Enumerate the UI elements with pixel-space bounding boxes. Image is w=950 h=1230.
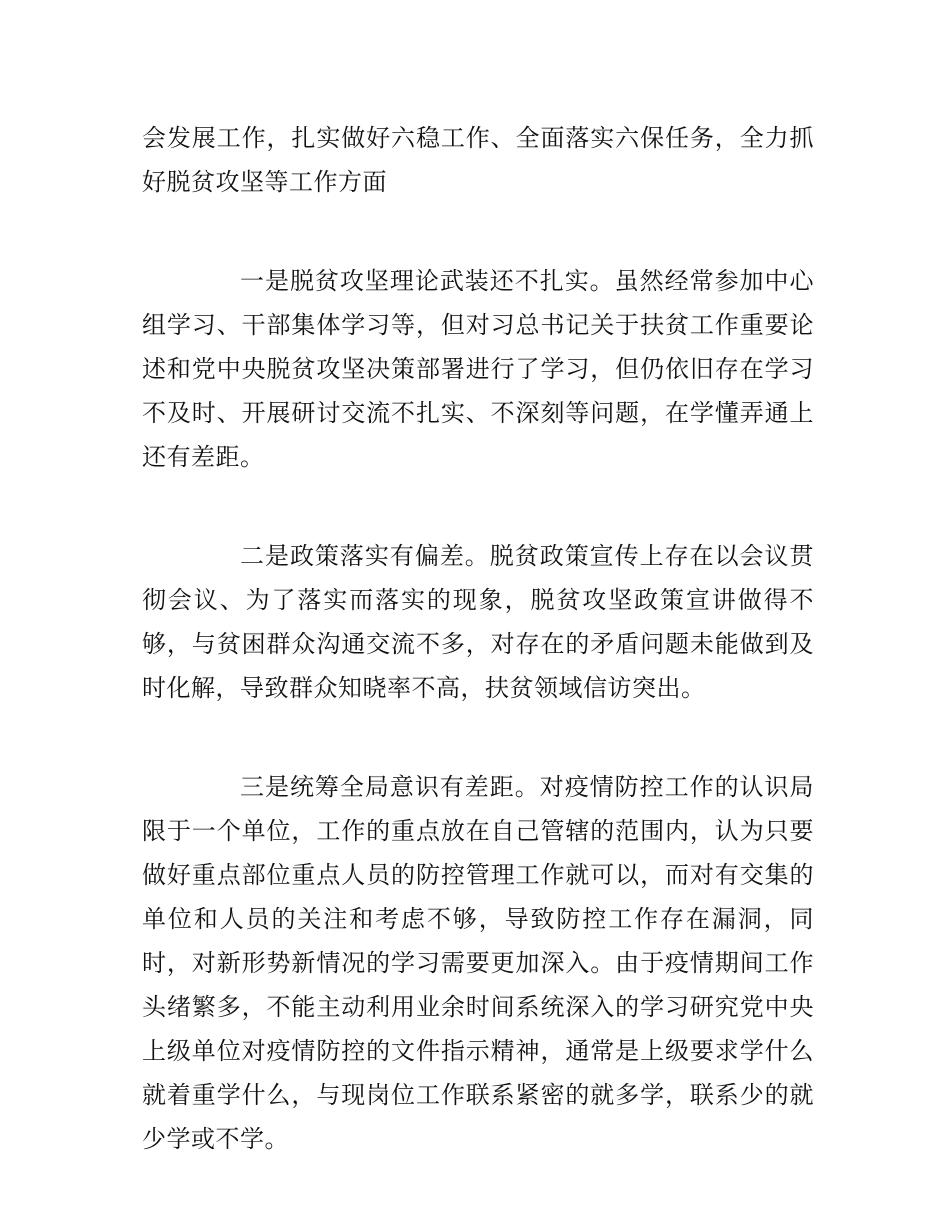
paragraph-point-one: 一是脱贫攻坚理论武装还不扎实。虽然经常参加中心组学习、干部集体学习等，但对习总书记关于扶贫工作重要论述和党中央脱贫攻坚决策部署进行了学习，但仍依旧存在学习不及时、开展研讨交流不扎实、不深刻等问题，在学懂弄通上还有差距。 (142, 267, 814, 471)
paragraph-point-three: 三是统筹全局意识有差距。对疫情防控工作的认识局限于一个单位，工作的重点放在自己管辖的范围内，认为只要做好重点部位重点人员的防控管理工作就可以，而对有交集的单位和人员的关注和考虑不够，导致防控工作存在漏洞，同时，对新形势新情况的学习需要更加深入。由于疫情期间工作头绪繁多，不能主动利用业余时间系统深入的学习研究党中央上级单位对疫情防控的文件指示精神，通常是上级要求学什么就着重学什么，与现岗位工作联系紧密的就多学，联系少的就少学或不学。 (142, 773, 814, 1153)
paragraph-intro: 会发展工作，扎实做好六稳工作、全面落实六保任务，全力抓好脱贫攻坚等工作方面 (142, 124, 814, 196)
paragraph-point-two: 二是政策落实有偏差。脱贫政策宣传上存在以会议贯彻会议、为了落实而落实的现象，脱贫攻坚政策宣讲做得不够，与贫困群众沟通交流不多，对存在的矛盾问题未能做到及时化解，导致群众知晓率不高，扶贫领域信访突出。 (142, 542, 814, 702)
document-body (142, 116, 814, 1161)
